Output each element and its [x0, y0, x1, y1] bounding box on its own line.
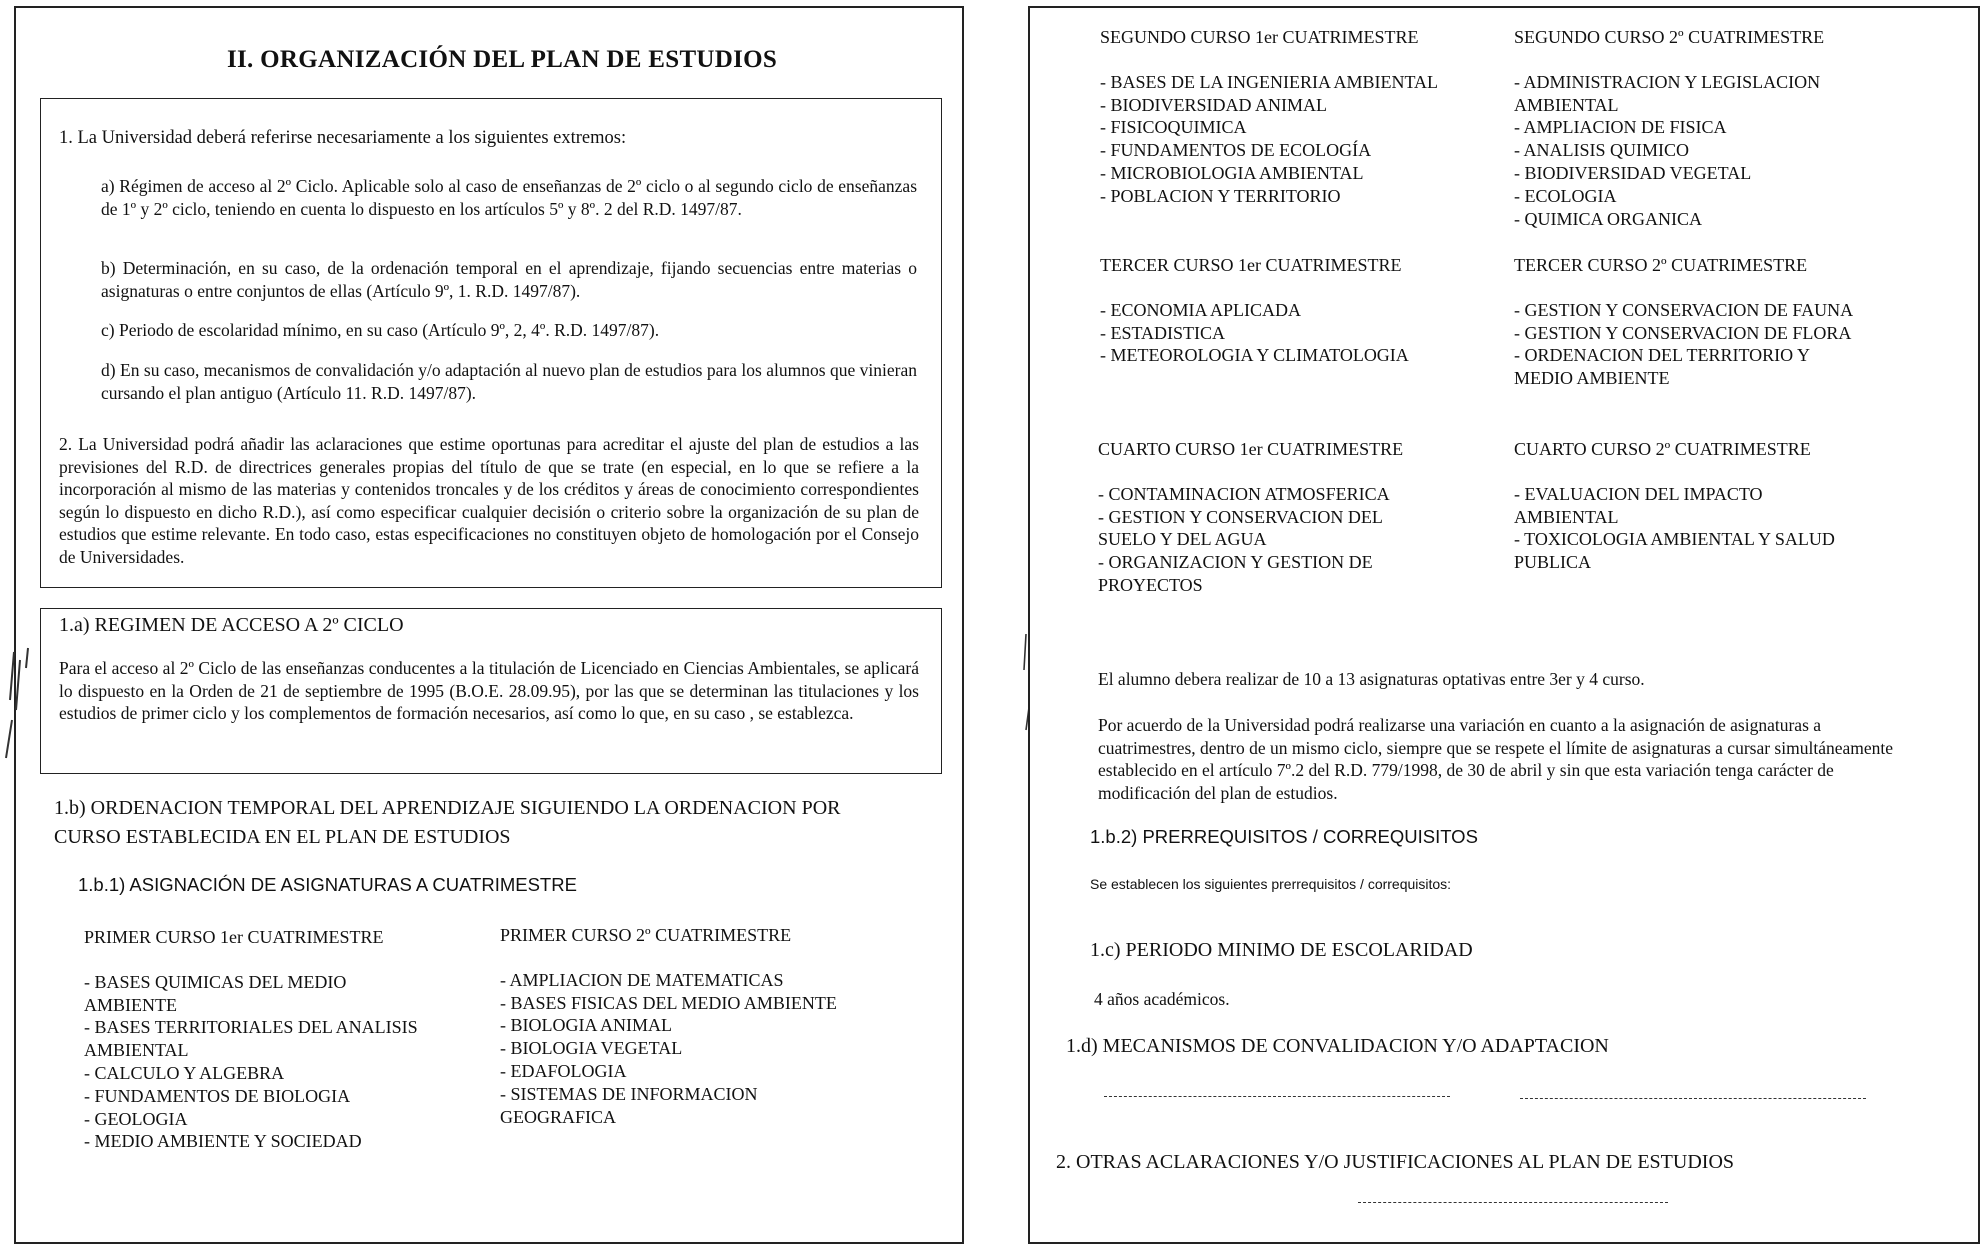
list-item: - ORGANIZACION Y GESTION DE — [1098, 552, 1373, 573]
list-item: - GEOLOGIA — [84, 1108, 188, 1129]
left-page — [14, 6, 964, 1244]
regimen-acceso-box — [40, 608, 942, 774]
list-item: - BASES QUIMICAS DEL MEDIO — [84, 971, 347, 992]
acuerdo-text: Por acuerdo de la Universidad podrá realizarse una variación en cuanto a la asignación de asignaturas a cuatrimestres, dentro de un mismo ciclo, siempre que se respete el límite de asignaturas a cursar simultáneamente establecido en el artículo 7º.2 del R.D. 779/1998, de 30 de abril y sin que esta variación tenga carácter de modificación del plan de estudios. — [1098, 715, 1894, 803]
regimen-acceso-heading: 1.a) REGIMEN DE ACCESO A 2º CICLO — [59, 614, 404, 636]
list-item: GEOGRAFICA — [500, 1106, 617, 1127]
list-item: - SISTEMAS DE INFORMACION — [500, 1083, 758, 1104]
segundo-curso-1-header: SEGUNDO CURSO 1er CUATRIMESTRE — [1100, 27, 1419, 47]
mecanismos-heading: 1.d) MECANISMOS DE CONVALIDACION Y/O ADAPTACION — [1066, 1035, 1609, 1057]
list-item: - BASES DE LA INGENIERIA AMBIENTAL — [1100, 71, 1439, 92]
instruction-item-b: b) Determinación, en su caso, de la ordenación temporal en el aprendizaje, fijando secuencias entre materias o asignaturas o entre conjuntos de ellas (Artículo 9º, 1. R.D. 1497/87). — [101, 258, 917, 301]
segundo-curso-2-list — [1514, 26, 1954, 230]
instruction-item-c: c) Periodo de escolaridad mínimo, en su caso (Artículo 9º, 2, 4º. R.D. 1497/87). — [101, 320, 660, 340]
ordenacion-heading — [54, 794, 934, 852]
scan-margin-mark — [0, 640, 40, 770]
tercer-curso-2-list — [1514, 254, 1954, 390]
asignacion-heading: 1.b.1) ASIGNACIÓN DE ASIGNATURAS A CUATRIMESTRE — [78, 874, 577, 895]
optativas-text: El alumno debera realizar de 10 a 13 asignaturas optativas entre 3er y 4 curso. — [1098, 669, 1645, 689]
list-item: - CONTAMINACION ATMOSFERICA — [1098, 483, 1390, 504]
list-item: - QUIMICA ORGANICA — [1514, 208, 1702, 229]
list-item: AMBIENTAL — [1514, 94, 1619, 115]
primer-curso-1-list — [84, 926, 464, 1153]
right-page — [1028, 6, 1980, 1244]
list-item: - BASES FISICAS DEL MEDIO AMBIENTE — [500, 992, 837, 1013]
list-item: AMBIENTAL — [84, 1040, 189, 1061]
instruction-item-d: d) En su caso, mecanismos de convalidación y/o adaptación al nuevo plan de estudios para los alumnos que vinieran cursando el plan antiguo (Artículo 11. R.D. 1497/87). — [101, 360, 917, 403]
list-item: - GESTION Y CONSERVACION DE FAUNA — [1514, 299, 1854, 320]
list-item: - EDAFOLOGIA — [500, 1060, 627, 1081]
list-item: - FUNDAMENTOS DE BIOLOGIA — [84, 1085, 351, 1106]
segundo-curso-2-header: SEGUNDO CURSO 2º CUATRIMESTRE — [1514, 27, 1825, 47]
dashed-line — [1104, 1096, 1450, 1097]
dashed-line — [1520, 1098, 1866, 1099]
list-item: - ESTADISTICA — [1100, 322, 1226, 343]
dashed-line — [1358, 1202, 1668, 1203]
periodo-heading: 1.c) PERIODO MINIMO DE ESCOLARIDAD — [1090, 939, 1473, 961]
prerrequisitos-heading: 1.b.2) PRERREQUISITOS / CORREQUISITOS — [1090, 826, 1478, 847]
list-item: AMBIENTE — [84, 994, 177, 1015]
instruction-item-a: a) Régimen de acceso al 2º Ciclo. Aplicable solo al caso de enseñanzas de 2º ciclo o al segundo ciclo de enseñanzas de 1º y 2º ciclo, teniendo en cuenta lo dispuesto en los artículos 5º y 8º. 2 del R.D. 1497/87. — [101, 176, 917, 219]
list-item: - ADMINISTRACION Y LEGISLACION — [1514, 71, 1821, 92]
cuarto-curso-2-header: CUARTO CURSO 2º CUATRIMESTRE — [1514, 439, 1811, 459]
list-item: - GESTION Y CONSERVACION DEL — [1098, 506, 1383, 527]
list-item: - EVALUACION DEL IMPACTO — [1514, 483, 1763, 504]
ordenacion-heading-line2: CURSO ESTABLECIDA EN EL PLAN DE ESTUDIOS — [54, 826, 511, 848]
list-item: - AMPLIACION DE MATEMATICAS — [500, 969, 784, 990]
list-item: - BIODIVERSIDAD VEGETAL — [1514, 162, 1752, 183]
tercer-curso-1-list — [1100, 254, 1500, 367]
list-item: SUELO Y DEL AGUA — [1098, 529, 1267, 550]
list-item: PUBLICA — [1514, 552, 1592, 573]
list-item: - ORDENACION DEL TERRITORIO Y — [1514, 345, 1810, 366]
segundo-curso-1-list — [1100, 26, 1500, 208]
primer-curso-2-list — [500, 924, 920, 1128]
list-item: - AMPLIACION DE FISICA — [1514, 117, 1727, 138]
primer-curso-1-header: PRIMER CURSO 1er CUATRIMESTRE — [84, 927, 384, 947]
cuarto-curso-1-list — [1098, 438, 1498, 597]
list-item: - FISICOQUIMICA — [1100, 117, 1247, 138]
list-item: - CALCULO Y ALGEBRA — [84, 1062, 285, 1083]
regimen-acceso-text: Para el acceso al 2º Ciclo de las enseñanzas conducentes a la titulación de Licenciado en Ciencias Ambientales, se aplicará lo dispuesto en la Orden de 21 de septiembre de 1995 (B.O.E. 28.09.95), por las que se determinan las titulaciones y los estudios de primer ciclo y los complementos de formación necesarios, así como lo que, en su caso , se establezca. — [59, 658, 919, 723]
ordenacion-heading-line1: 1.b) ORDENACION TEMPORAL DEL APRENDIZAJE SIGUIENDO LA ORDENACION POR — [54, 797, 841, 819]
prerrequisitos-text: Se establecen los siguientes prerrequisitos / correquisitos: — [1090, 876, 1452, 892]
list-item: - BASES TERRITORIALES DEL ANALISIS — [84, 1017, 418, 1038]
list-item: - ECONOMIA APLICADA — [1100, 299, 1302, 320]
otras-aclaraciones-heading: 2. OTRAS ACLARACIONES Y/O JUSTIFICACIONES AL PLAN DE ESTUDIOS — [1056, 1151, 1735, 1173]
list-item: - ANALISIS QUIMICO — [1514, 140, 1689, 161]
list-item: - METEOROLOGIA Y CLIMATOLOGIA — [1100, 345, 1409, 366]
list-item: MEDIO AMBIENTE — [1514, 368, 1670, 389]
list-item: - ECOLOGIA — [1514, 185, 1617, 206]
list-item: AMBIENTAL — [1514, 506, 1619, 527]
list-item: - MEDIO AMBIENTE Y SOCIEDAD — [84, 1131, 362, 1152]
list-item: PROYECTOS — [1098, 574, 1203, 595]
periodo-text: 4 años académicos. — [1094, 989, 1230, 1009]
instructions-intro: 1. La Universidad deberá referirse necesariamente a los siguientes extremos: — [59, 128, 627, 148]
list-item: - BIOLOGIA VEGETAL — [500, 1038, 683, 1059]
list-item: - MICROBIOLOGIA AMBIENTAL — [1100, 162, 1364, 183]
instructions-point-2: 2. La Universidad podrá añadir las aclaraciones que estime oportunas para acreditar el ajuste del plan de estudios a las previsiones del R.D. de directrices generales propias del título de que se trate (en especial, en lo que se refiere a la incorporación al mismo de las materias y contenidos troncales y de los créditos y áreas de conocimiento correspondientes según lo dispuesto en dicho R.D.), así como especificar cualquier decisión o criterio sobre la organización de su plan de estudios que estime relevante. En todo caso, estas especificaciones no constituyen objeto de homologación por el Consejo de Universidades. — [59, 434, 919, 567]
cuarto-curso-1-header: CUARTO CURSO 1er CUATRIMESTRE — [1098, 439, 1404, 459]
list-item: - POBLACION Y TERRITORIO — [1100, 185, 1341, 206]
list-item: - BIODIVERSIDAD ANIMAL — [1100, 94, 1327, 115]
cuarto-curso-2-list — [1514, 438, 1954, 574]
tercer-curso-2-header: TERCER CURSO 2º CUATRIMESTRE — [1514, 255, 1808, 275]
list-item: - BIOLOGIA ANIMAL — [500, 1015, 672, 1036]
list-item: - FUNDAMENTOS DE ECOLOGÍA — [1100, 140, 1372, 161]
page-title: II. ORGANIZACIÓN DEL PLAN DE ESTUDIOS — [227, 46, 778, 73]
list-item: - GESTION Y CONSERVACION DE FLORA — [1514, 322, 1852, 343]
list-item: - TOXICOLOGIA AMBIENTAL Y SALUD — [1514, 529, 1835, 550]
tercer-curso-1-header: TERCER CURSO 1er CUATRIMESTRE — [1100, 255, 1402, 275]
primer-curso-2-header: PRIMER CURSO 2º CUATRIMESTRE — [500, 925, 792, 945]
instructions-box — [40, 98, 942, 588]
